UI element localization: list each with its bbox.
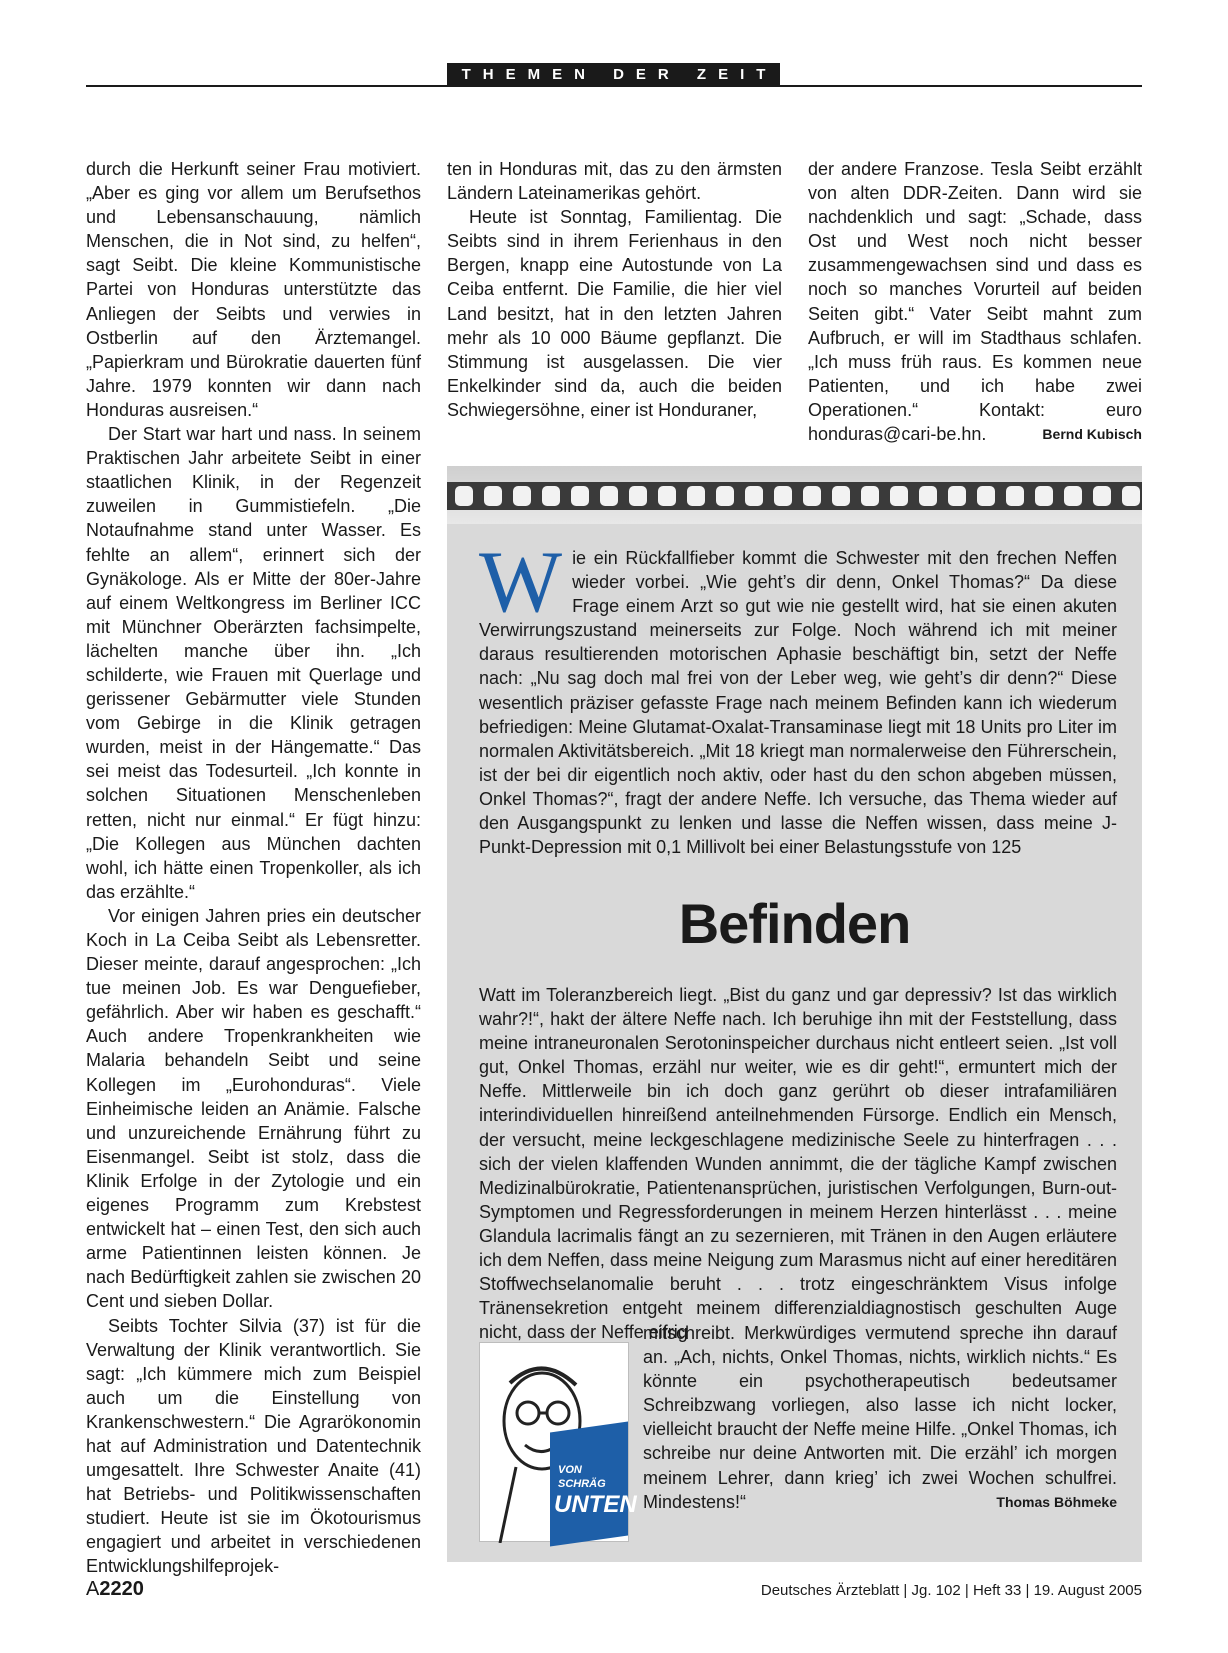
right-column	[808, 157, 1142, 446]
film-hole	[1006, 486, 1024, 506]
film-hole	[832, 486, 850, 506]
film-hole	[455, 486, 473, 506]
journal-volume: Jg. 102	[911, 1582, 961, 1599]
author-signature: Thomas Böhmeke	[996, 1493, 1117, 1510]
film-strip	[447, 482, 1142, 510]
glosse-body: Watt im Toleranzbereich liegt. „Bist du ganz und gar depressiv? Ist das wirklich wahr?!“, hakt der ältere Neffe nach. Ich beruhige ihn mit der Feststellung, dass meine intraneuronalen Serotoninspeicher durchaus nicht entleert seien. „Ist voll gut, Onkel Thomas, erzähl nur weiter, wie es dir geht!“, ermuntert mich der Neffe. Mittlerweile bin ich doch ganz gerührt ob dieser intrafamiliären interindividuellen hinreißend anteilnehmenden Fürsorge. Endlich ein Mensch, der versucht, meine leckgeschlagene medizinische Seele zu hinterfragen . . . sich der vielen klaffenden Wunden annimmt, die der tägliche Kampf zwischen Medizinalbürokratie, Patientenansprüchen, juristischen Verfolgungen, Burn-out-Symptomen und Regressforderungen in meinem Herzen hinterlässt . . . meine Glandula lacrimalis fängt an zu sezernieren, mit Tränen in den Augen erläutere ich dem Neffen, dass meine Neigung zum Marasmus nicht auf einer hereditären Stoffwechselanomalie beruht . . . trotz eingeschränktem Visus infolge Tränensekretion entgeht meinem differenzialdiagnostisch geschulten Auge nicht, dass der Neffe eifrig	[479, 985, 1117, 1343]
film-hole	[1122, 486, 1140, 506]
author-signature: Bernd Kubisch	[1042, 426, 1142, 443]
author-cartoon-image	[479, 1342, 637, 1542]
glosse-wrap-paragraph: mitschreibt. Merkwürdiges vermutend spreche ihn darauf an. „Ach, nichts, Onkel Thomas, nichts, wirklich nichts.“ Es könnte ein psychotherapeutisch bedeutsamer Schreibzwang vorliegen, also lasse ich nicht locker, vielleicht braucht der Neffe meine Hilfe. „Onkel Thomas, ich schreibe nur deine Antworten mit. Die erzähl’ ich morgen meinem Lehrer, dann krieg’ ich zwei Wochen schulfrei. Mindestens!“	[643, 1323, 1117, 1512]
journal-footer: Deutsches Ärzteblatt | Jg. 102 | Heft 33 | 19. August 2005	[760, 1582, 1142, 1599]
page-number	[86, 1578, 144, 1601]
film-strip-decoration	[447, 466, 1142, 524]
film-hole	[745, 486, 763, 506]
film-hole	[513, 486, 531, 506]
paragraph-text: der andere Franzose. Tesla Seibt erzählt von alten DDR-Zeiten. Dann wird sie nachdenklich und sagt: „Schade, dass Ost und West noch nicht besser zusammengewachsen sind und dass es noch so manches Vorurteil auf beiden Seiten gibt.“ Vater Seibt mahnt zum Aufbruch, er will im Stadthaus schlafen. „Ich muss früh raus. Es kommen neue Patienten, und ich habe zwei Operationen.“ Kontakt: euro honduras@cari-be.hn.	[808, 159, 1142, 445]
film-hole	[919, 486, 937, 506]
film-hole	[803, 486, 821, 506]
paragraph: Seibts Tochter Silvia (37) ist für die Verwaltung der Klinik verantwortlich. Sie sagt: „Ich kümmere mich zum Beispiel auch um die Einstellung von Krankenschwestern.“ Die Agrarökonomin hat auf Administration und Datentechnik umgesattelt. Ihre Schwester Anaite (41) hat Betriebs- und Politikwissenschaften studiert. Heute ist sie im Ökotourismus engagiert und arbeitet in verschiedenen Entwicklungshilfeprojek-	[86, 1315, 421, 1577]
paragraph: durch die Herkunft seiner Frau motiviert. „Aber es ging vor allem um Berufsethos und Lebensanschauung, nämlich Menschen, die in Not sind, zu helfen“, sagt Seibt. Die kleine Kommunistische Partei von Honduras unterstützte das Anliegen der Seibts und verwies in Ostberlin auf den Ärztemangel. „Papierkram und Bürokratie dauerten fünf Jahre. 1979 konnten wir dann nach Honduras ausreisen.“	[86, 159, 421, 420]
cartoon-label-big: UNTEN	[554, 1491, 637, 1518]
left-column	[86, 157, 421, 1579]
glosse-intro-text: ie ein Rückfallfieber kommt die Schwester mit den frechen Neffen wieder vorbei. „Wie geht’s dir denn, Onkel Thomas?“ Da diese Frage einem Arzt so gut wie nie gestellt wird, hat sie einen akuten Verwirrungszustand meinerseits zur Folge. Noch während ich mit meiner daraus resultierenden motorischen Aphasie beschäftigt bin, setzt der Neffe nach: „Nu sag doch mal frei von der Leber weg, wie geht’s dir denn?“ Diese wesentlich präziser gefasste Frage nach meinem Befinden kann ich wiederum befriedigen: Meine Glutamat-Oxalat-Transaminase liegt mit 18 Units pro Liter im normalen Aktivitätsbereich. „Mit 18 kriegt man normalerweise den Führerschein, ist der bei dir eigentlich noch aktiv, oder hast du den schon abgeben müssen, Onkel Thomas?“, fragt der andere Neffe. Ich versuche, das Thema wieder auf den Ausgangspunkt zu lenken und lasse die Neffen wissen, dass meine J-Punkt-Depression mit 0,1 Millivolt bei einer Belastungsstufe von 125	[479, 548, 1117, 858]
glosse-box	[447, 466, 1142, 1562]
page-prefix: A	[86, 1578, 100, 1600]
film-hole	[658, 486, 676, 506]
film-hole	[600, 486, 618, 506]
page-number-value: 2220	[99, 1578, 144, 1600]
glosse-intro	[479, 534, 1117, 859]
paragraph: Vor einigen Jahren pries ein deutscher Koch in La Ceiba Seibt als Lebensretter. Dieser meinte, darauf angesprochen: „Ich tue meinen Job. Es war Denguefieber, gefährlich. Aber wir haben es geschafft.“ Auch andere Tropenkrankheiten wie Malaria behandeln Seibt und seine Kollegen im „Eurohonduras“. Viele Einheimische leiden an Anämie. Falsche und unzureichende Ernährung führt zu Eisenmangel. Seibt ist stolz, dass die Klinik Erfolge in der Zytologie und ein eigenes Programm zum Krebstest entwickelt hat – einen Test, den sich auch arme Patientinnen leisten können. Je nach Bedürftigkeit zahlen sie zwischen 20 Cent und sieben Dollar.	[86, 905, 421, 1312]
film-hole	[890, 486, 908, 506]
film-hole	[1035, 486, 1053, 506]
section-label: THEMEN DER ZEIT	[447, 63, 780, 87]
film-hole	[1064, 486, 1082, 506]
paragraph	[808, 157, 1142, 446]
film-hole	[629, 486, 647, 506]
journal-issue: Heft 33	[972, 1582, 1022, 1599]
film-hole	[687, 486, 705, 506]
film-hole	[716, 486, 734, 506]
paragraph: ten in Honduras mit, das zu den ärmsten Ländern Lateinamerikas gehört.	[447, 159, 782, 204]
drop-cap: W	[479, 534, 563, 631]
film-hole	[948, 486, 966, 506]
glosse-title: Befinden	[678, 892, 911, 955]
film-hole	[774, 486, 792, 506]
film-hole	[542, 486, 560, 506]
glosse-wrap-text	[643, 1321, 1117, 1514]
film-hole	[1093, 486, 1111, 506]
film-hole	[861, 486, 879, 506]
film-hole	[977, 486, 995, 506]
middle-column	[447, 157, 782, 422]
film-hole	[571, 486, 589, 506]
cartoon-label-small: VON SCHRÄG	[558, 1464, 606, 1490]
film-hole	[484, 486, 502, 506]
paragraph: Heute ist Sonntag, Familientag. Die Seibts sind in ihrem Ferienhaus in den Bergen, knapp eine Autostunde von La Ceiba entfernt. Die Familie, die hier viel Land besitzt, hat in den letzten Jahren mehr als 10 000 Bäume gepflanzt. Die Stimmung ist ausgelassen. Die vier Enkelkinder sind da, auch die beiden Schwiegersöhne, einer ist Honduraner,	[447, 207, 782, 420]
journal-name: Deutsches Ärzteblatt	[760, 1582, 900, 1599]
journal-date: 19. August 2005	[1033, 1582, 1142, 1599]
paragraph: Der Start war hart und nass. In seinem Praktischen Jahr arbeitete Seibt in einer staatlichen Klinik, in der Regenzeit zuweilen in Gummistiefeln. „Die Notaufnahme stand unter Wasser. Es fehlte an allem“, erinnert sich der Gynäkologe. Als er Mitte der 80er-Jahre auf einem Weltkongress im Berliner ICC mit Münchner Oberärzten fachsimpelte, lächelten manche über ihn. „Ich schilderte, wie Frauen mit Querlage und gerissener Gebärmutter viele Stunden vom Gebirge in die Klinik getragen wurden, meist in der Hängematte.“ Das sei meist das Todesurteil. „Ich konnte in solchen Situationen Menschenleben retten, nicht nur einmal.“ Er fügt hinzu: „Die Kollegen aus München dachten wohl, ich hätte einen Tropenkoller, als ich das erzählte.“	[86, 424, 421, 902]
